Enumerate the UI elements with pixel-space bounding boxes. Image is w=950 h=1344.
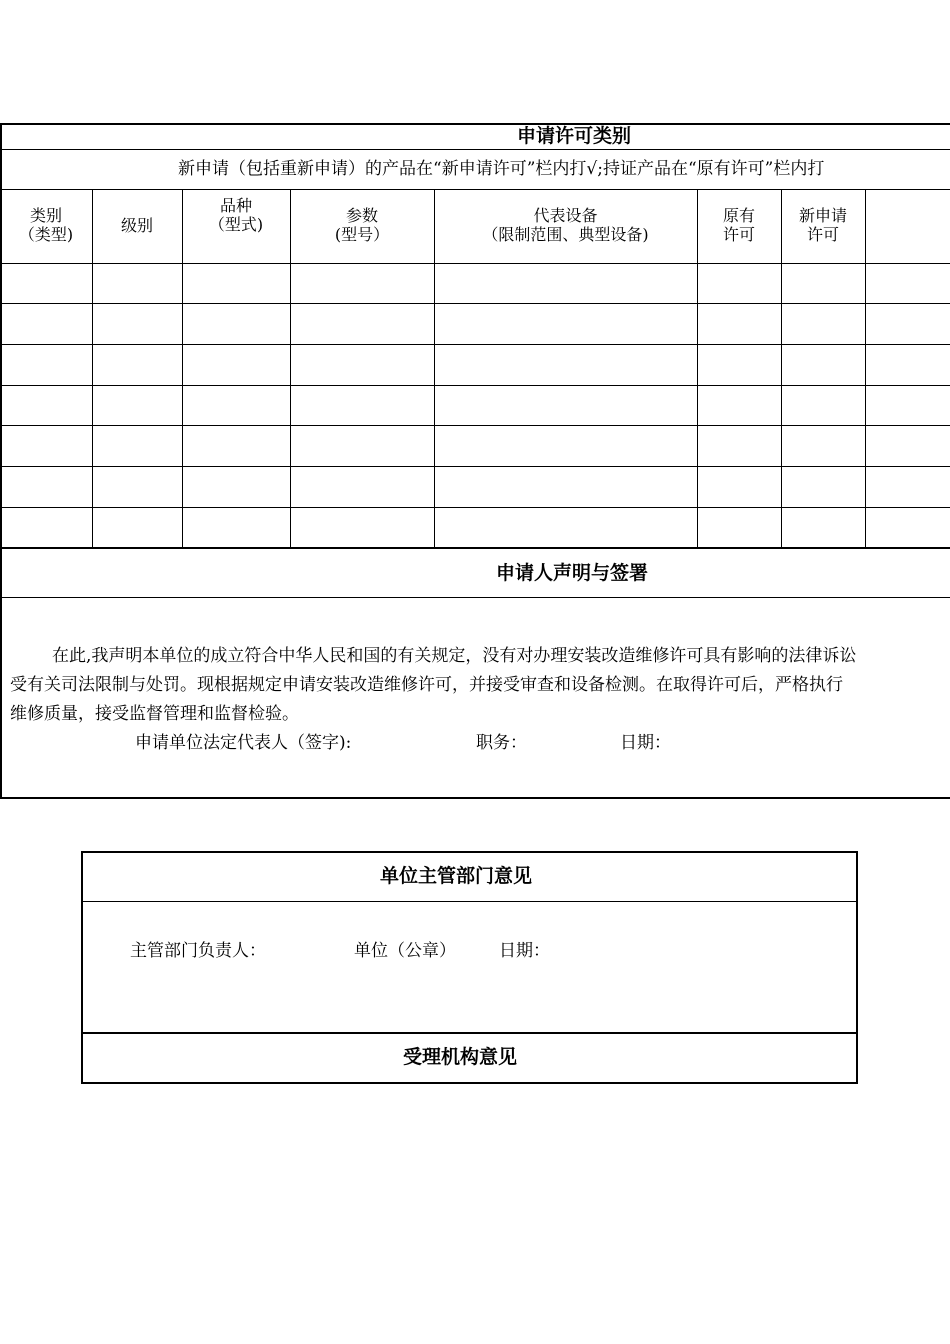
declaration-line-2: 受有关司法限制与处罚。现根据规定申请安装改造维修许可，并接受审查和设备检测。在取得许可后，严格执行 <box>10 675 843 695</box>
table-line <box>0 149 950 150</box>
column-header-category: 类别 （类型) <box>18 206 74 244</box>
column-header-variety: 品种 （型式) <box>208 196 264 234</box>
column-header-parameter: 参数 (型号） <box>334 206 390 244</box>
table-line <box>0 385 950 386</box>
table-line <box>0 547 950 549</box>
position-label: 职务： <box>476 733 527 753</box>
date-label: 日期： <box>620 733 671 753</box>
table-line <box>0 466 950 467</box>
table-line <box>0 597 950 598</box>
agency-section-title: 受理机构意见 <box>403 1046 518 1068</box>
table-line <box>0 189 950 190</box>
table-line <box>0 303 950 304</box>
table-line <box>0 507 950 508</box>
table-line <box>82 901 857 902</box>
declaration-title: 申请人声明与签署 <box>496 562 649 584</box>
supervisor-section-title: 单位主管部门意见 <box>380 865 533 887</box>
column-header-new-permit: 新申请 许可 <box>798 206 847 244</box>
column-line <box>182 189 183 548</box>
column-header-existing-permit: 原有 许可 <box>722 206 755 244</box>
declaration-line-1: 在此,我声明本单位的成立符合中华人民和国的有关规定，没有对办理安装改造维修许可具有影响的法律诉讼 <box>52 646 857 666</box>
column-header-level: 级别 <box>120 216 153 235</box>
declaration-line-3: 维修质量，接受监督管理和监督检验。 <box>10 704 299 724</box>
table-line <box>0 425 950 426</box>
column-line <box>865 189 866 548</box>
supervisor-date-label: 日期： <box>499 941 550 961</box>
table-line <box>0 263 950 264</box>
permit-section-title: 申请许可类别 <box>517 125 632 147</box>
seal-label: 单位（公章） <box>354 941 456 961</box>
responsible-person-label: 主管部门负责人： <box>130 941 266 961</box>
table-line <box>82 1032 857 1034</box>
signature-label: 申请单位法定代表人（签字): <box>135 733 352 753</box>
column-header-equipment: 代表设备 （限制范围、典型设备) <box>482 206 649 244</box>
table-line <box>0 344 950 345</box>
column-line <box>92 189 93 548</box>
permit-instruction: 新申请（包括重新申请）的产品在“新申请许可”栏内打√;持证产品在“原有许可”栏内打 <box>178 159 825 179</box>
